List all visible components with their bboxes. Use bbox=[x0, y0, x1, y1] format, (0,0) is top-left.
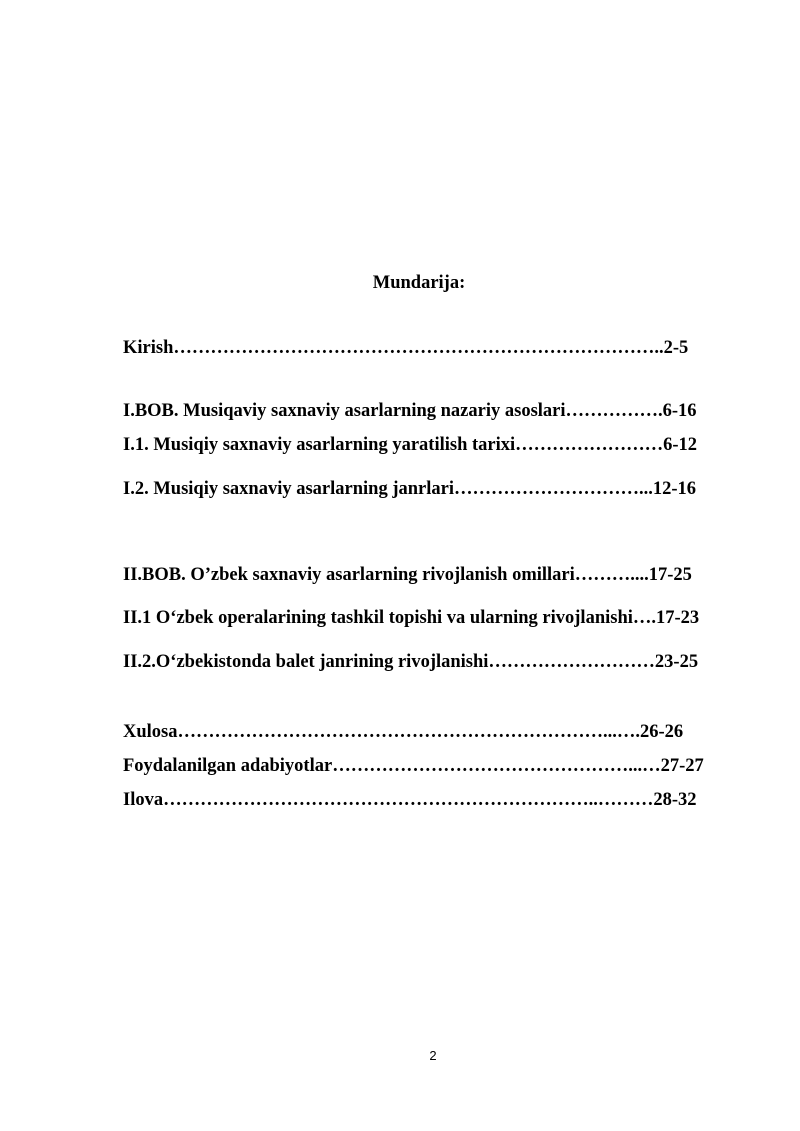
toc-entry-section-2-1: II.1 O‘zbek operalarining tashkil topishi va ularning rivojlanishi….17-23 bbox=[123, 608, 700, 628]
toc-entry-kirish: Kirish……………………………………………………………………..2-5 bbox=[123, 338, 689, 358]
toc-entry-section-1-1: I.1. Musiqiy saxnaviy asarlarning yaratilish tarixi……………………6-12 bbox=[123, 435, 698, 455]
toc-title: Mundarija: bbox=[372, 273, 466, 293]
page-number: 2 bbox=[429, 1048, 437, 1063]
toc-entry-bibliography: Foydalanilgan adabiyotlar…………………………………………...…27-27 bbox=[123, 756, 704, 776]
toc-entry-chapter-1: I.BOB. Musiqaviy saxnaviy asarlarning nazariy asoslari…………….6-16 bbox=[123, 401, 697, 421]
toc-entry-section-2-2: II.2.O‘zbekistonda balet janrining rivojlanishi………………………23-25 bbox=[123, 652, 699, 672]
toc-entry-chapter-2: II.BOB. O’zbek saxnaviy asarlarning rivojlanish omillari………....17-25 bbox=[123, 565, 692, 585]
toc-entry-section-1-2: I.2. Musiqiy saxnaviy asarlarning janrlari…………………………...12-16 bbox=[123, 479, 697, 499]
toc-entry-ilova: Ilova……………………………………………………………..………28-32 bbox=[123, 790, 697, 810]
toc-entry-xulosa: Xulosa……………………………………………………………...….26-26 bbox=[123, 722, 684, 742]
